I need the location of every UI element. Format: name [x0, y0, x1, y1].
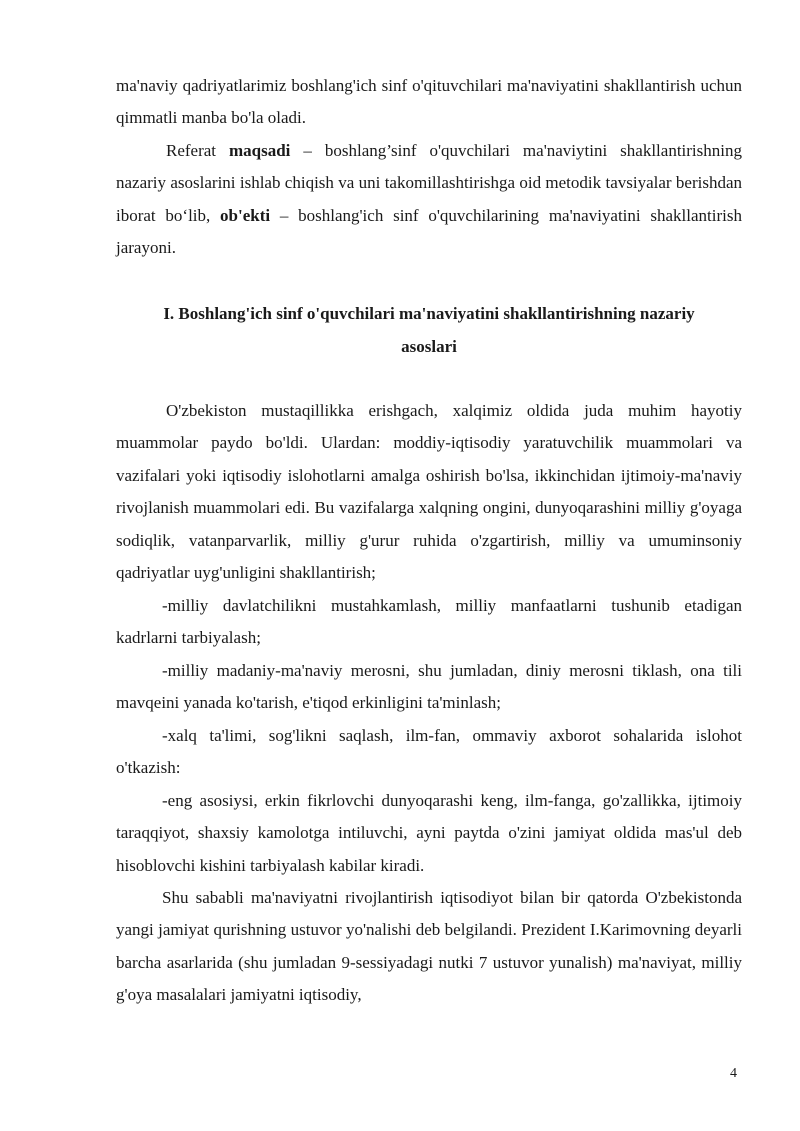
bold-term-obekti: ob'ekti [220, 205, 271, 225]
text-run: Referat [166, 141, 229, 160]
paragraph-intro: ma'naviy qadriyatlarimiz boshlang'ich sinf o'qituvchilari ma'naviyatini shakllantirish uchun qimmatli manba bo'la oladi. [116, 76, 742, 128]
section-heading-line1: I. Boshlang'ich sinf o'quvchilari ma'naviyatini shakllantirishning nazariy [163, 304, 695, 323]
paragraph-independence: O'zbekiston mustaqillikka erishgach, xalqimiz oldida juda muhim hayotiy muammolar paydo bo'ldi. Ulardan: moddiy-iqtisodiy yaratuvchilik muammolari va vazifalari yoki iqtisodiy islohotlarni amalga oshirish bo'lsa, ikkinchidan ijtimoiy-ma'naviy rivojlanish muammolari edi. Bu vazifalarga xalqning ongini, dunyoqarashini milliy g'oyaga sodiqlik, vatanparvarlik, milliy g'urur ruhida o'zgartirish, milliy va umuminsoniy qadriyatlar uyg'unligini shakllantirish; [116, 401, 742, 583]
bold-term-maqsadi: maqsadi [229, 141, 291, 160]
paragraph-referat-goal [116, 135, 742, 265]
section-heading [116, 297, 742, 363]
page-number: 4 [730, 1066, 737, 1081]
list-item-heritage: -milliy madaniy-ma'naviy merosni, shu jumladan, diniy merosni tiklash, ona tili mavqeini yanada ko'tarish, e'tiqod erkinligini ta'minlash; [116, 661, 742, 713]
text-run: – boshlang'ich sinf o'quvchilarining ma'naviyatini shakllantirish jarayoni. [116, 205, 742, 258]
list-item-statehood: -milliy davlatchilikni mustahkamlash, milliy manfaatlarni tushunib etadigan kadrlarni tarbiyalash; [116, 596, 742, 648]
text-run: – boshlang’sinf o'quvchilari ma'naviytini shakllantirishning nazariy asoslarini ishlab chiqish va uni takomillashtirishga oid metodik tavsiyalar berishdan iborat bo‘lib, [116, 141, 742, 225]
paragraph-spirituality-priority: Shu sababli ma'naviyatni rivojlantirish iqtisodiyot bilan bir qatorda O'zbekistonda yangi jamiyat qurishning ustuvor yo'nalishi deb belgilandi. Prezident I.Karimovning deyarli barcha asarlarida (shu jumladan 9-sessiyadagi nutki 7 ustuvor yunalish) ma'naviyat, milliy g'oya masalalari jamiyatni iqtisodiy, [116, 888, 742, 1005]
list-item-upbringing: -eng asosiysi, erkin fikrlovchi dunyoqarashi keng, ilm-fanga, go'zallikka, ijtimoiy taraqqiyot, shaxsiy kamolotga intiluvchi, ayni paytda o'zini jamiyat oldida mas'ul deb hisoblovchi kishini tarbiyalash kabilar kiradi. [116, 791, 742, 875]
list-item-education: -xalq ta'limi, sog'likni saqlash, ilm-fan, ommaviy axborot sohalarida islohot o'tkazish: [116, 726, 742, 778]
section-heading-line2: asoslari [401, 337, 457, 356]
